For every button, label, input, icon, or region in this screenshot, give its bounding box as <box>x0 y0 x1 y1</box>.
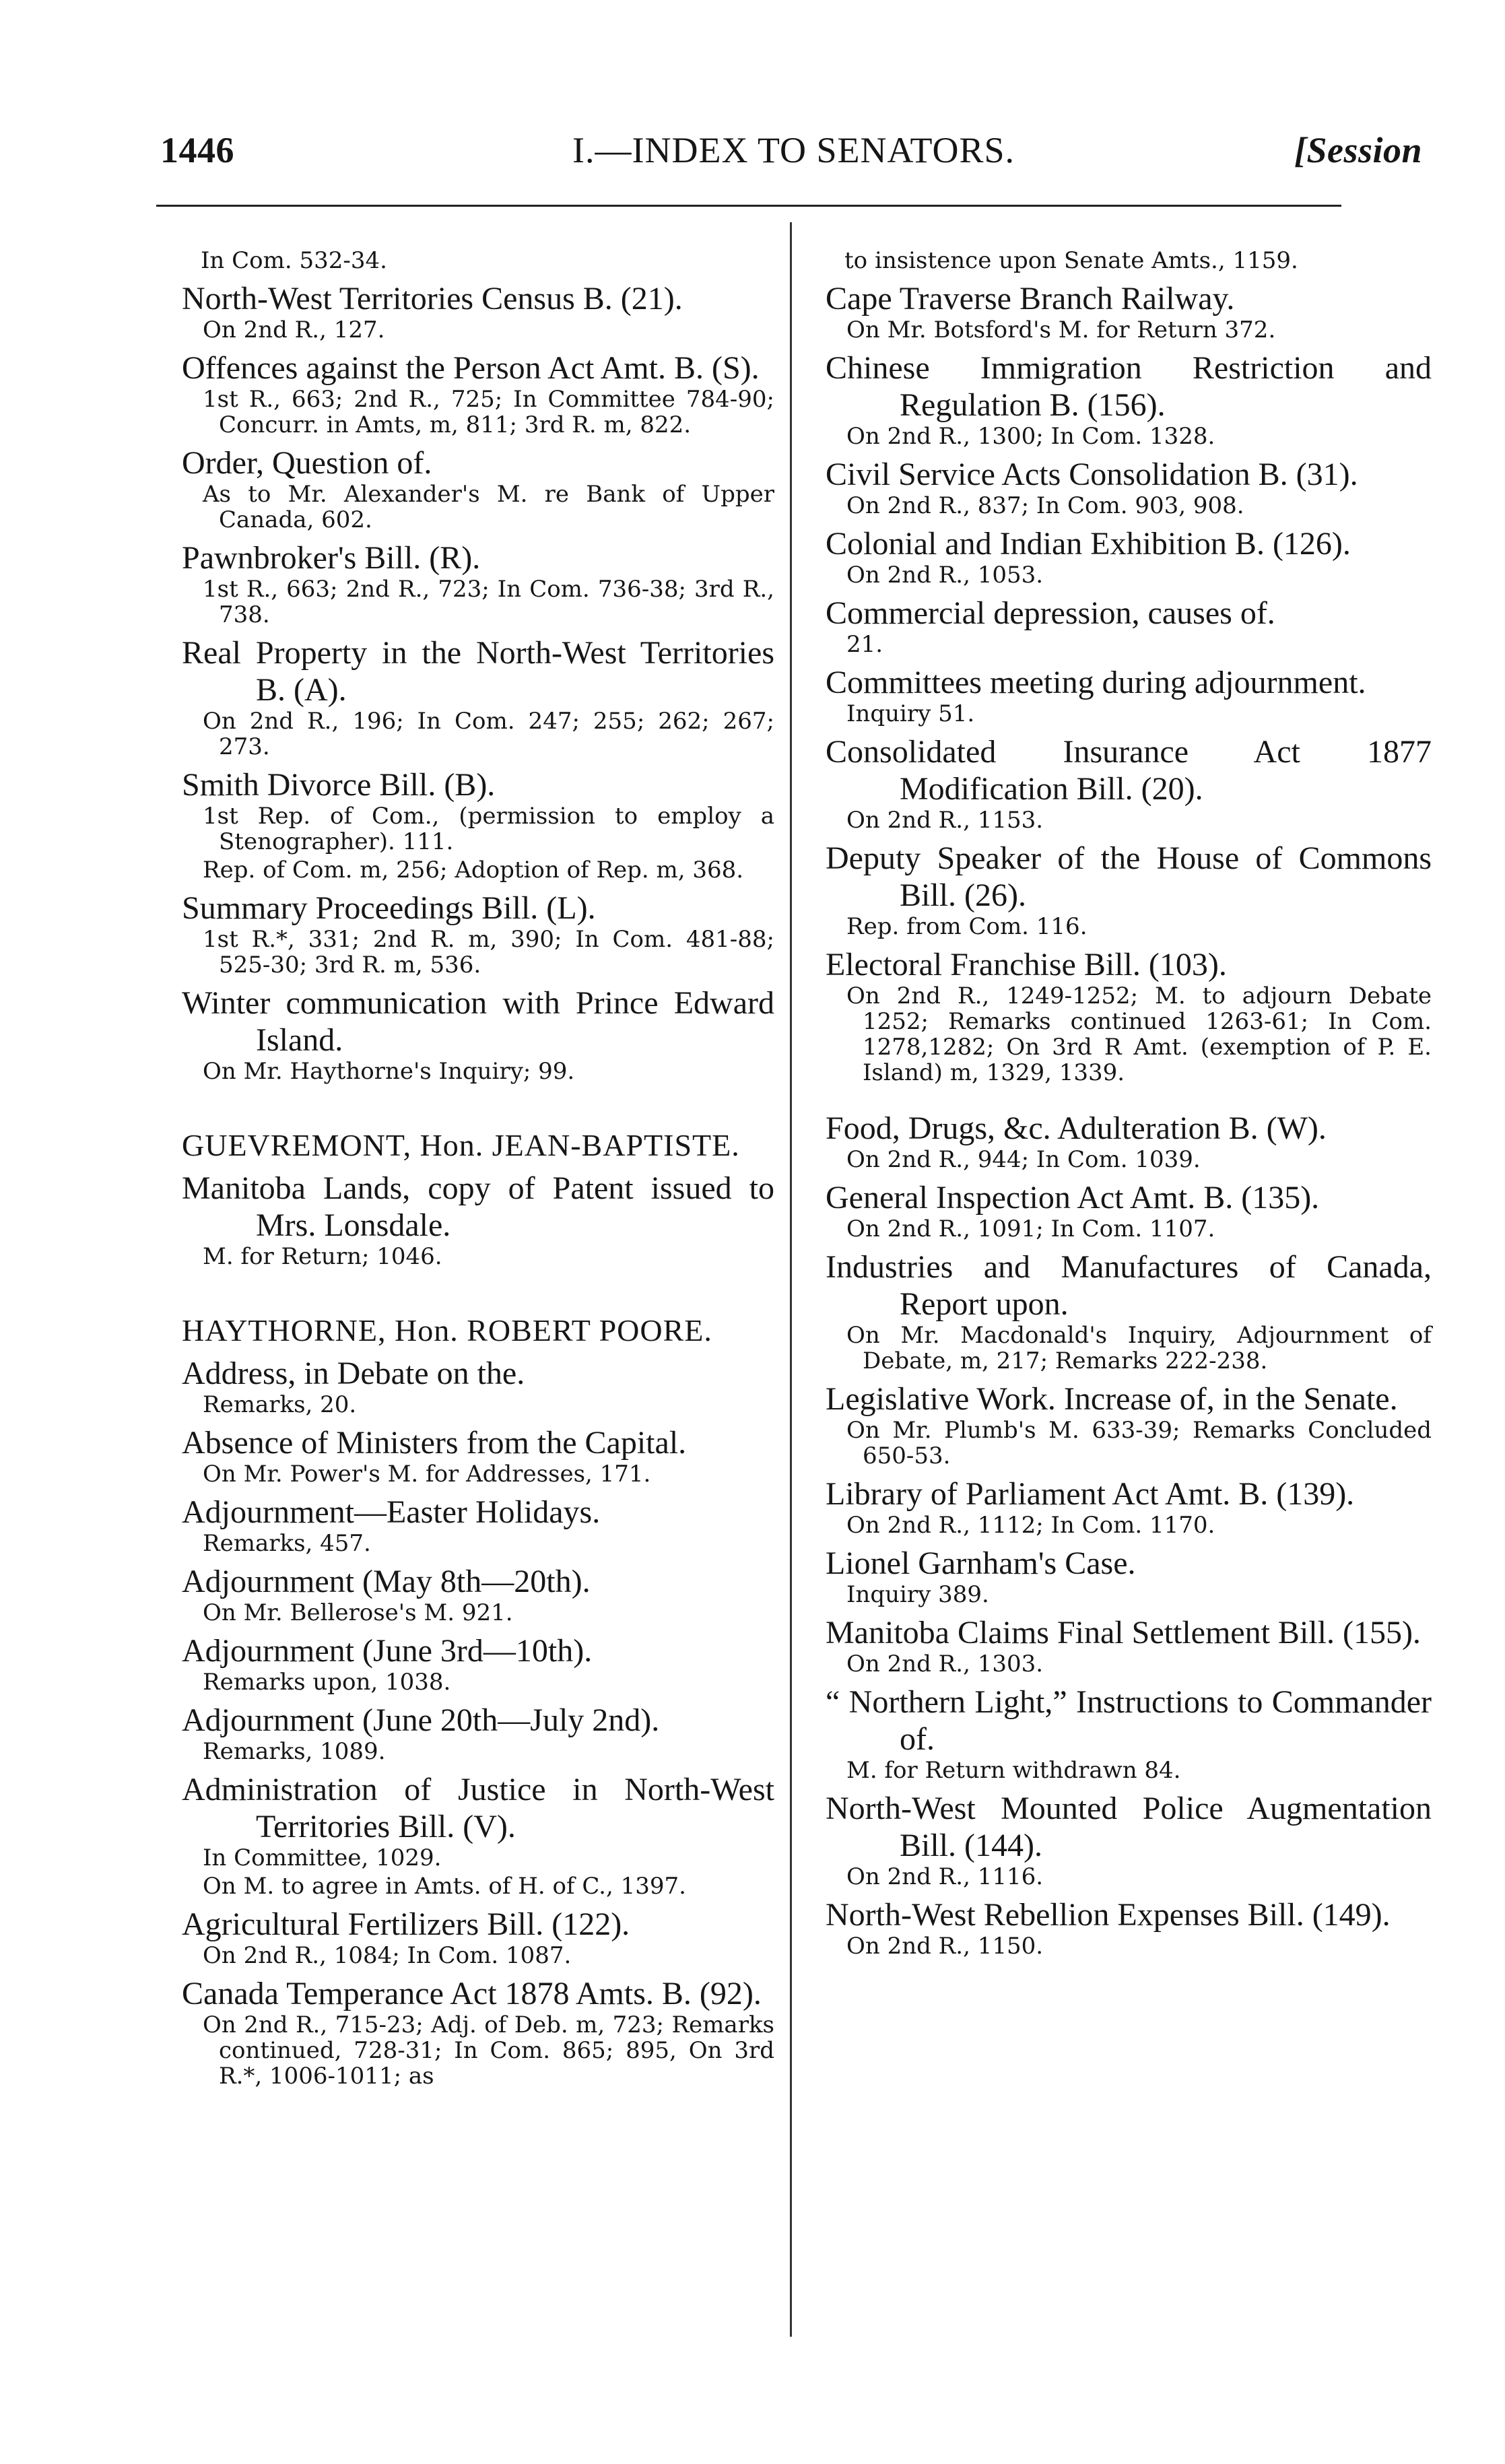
running-title: I.—INDEX TO SENATORS. <box>572 130 1015 170</box>
entry-note: On 2nd R., 1084; In Com. 1087. <box>203 1942 572 1969</box>
index-entry: Civil Service Acts Consolidation B. (31). <box>826 457 1358 492</box>
running-session: [Session <box>1294 130 1423 170</box>
entry-note: Remarks, 20. <box>203 1391 357 1418</box>
index-entry: Library of Parliament Act Amt. B. (139). <box>826 1476 1355 1512</box>
index-entry: Adjournment (June 20th—July 2nd). <box>182 1702 660 1738</box>
index-entry: Winter communication with Prince Edward Island. <box>182 985 774 1058</box>
continuation-note: to insistence upon Senate Amts., 1159. <box>844 247 1298 274</box>
index-entry: Lionel Garnham's Case. <box>826 1545 1136 1581</box>
entry-note: M. for Return; 1046. <box>203 1243 442 1270</box>
entry-note: 1st R.*, 331; 2nd R. m, 390; In Com. 481-88; 525-30; 3rd R. m, 536. <box>203 926 774 978</box>
index-entry: Food, Drugs, &c. Adulteration B. (W). <box>826 1110 1327 1146</box>
index-entry: Absence of Ministers from the Capital. <box>182 1425 687 1461</box>
index-entry: Administration of Justice in North-West Territories Bill. (V). <box>182 1772 774 1844</box>
right-column <box>826 248 1432 1962</box>
entry-note: On 2nd R., 1112; In Com. 1170. <box>846 1512 1215 1539</box>
index-entry: Summary Proceedings Bill. (L). <box>182 890 596 926</box>
index-entry: Consolidated Insurance Act 1877 Modification Bill. (20). <box>826 734 1432 807</box>
left-column <box>182 248 774 2092</box>
index-entry: North-West Territories Census B. (21). <box>182 281 683 317</box>
entry-note: Rep. of Com. m, 256; Adoption of Rep. m, 368. <box>203 857 744 884</box>
entry-note: On 2nd R., 1153. <box>846 807 1044 834</box>
index-entry: Adjournment (May 8th—20th). <box>182 1564 591 1599</box>
senator-heading: GUEVREMONT, Hon. JEAN-BAPTISTE. <box>182 1128 740 1162</box>
index-entry: Electoral Franchise Bill. (103). <box>826 947 1227 983</box>
index-entry: Offences against the Person Act Amt. B. (S). <box>182 350 760 386</box>
column-divider <box>790 222 792 2337</box>
index-entry: Chinese Immigration Restriction and Regulation B. (156). <box>826 350 1432 423</box>
index-entry: Canada Temperance Act 1878 Amts. B. (92). <box>182 1976 762 2011</box>
entry-note: On 2nd R., 127. <box>203 317 385 343</box>
index-entry: Adjournment (June 3rd—10th). <box>182 1633 593 1669</box>
entry-note: 21. <box>846 631 883 658</box>
entry-note: On Mr. Haythorne's Inquiry; 99. <box>203 1058 575 1085</box>
entry-note: On 2nd R., 1300; In Com. 1328. <box>846 423 1215 450</box>
index-entry: Industries and Manufactures of Canada, Report upon. <box>826 1249 1432 1322</box>
index-entry: Agricultural Fertilizers Bill. (122). <box>182 1906 630 1942</box>
entry-note: On Mr. Botsford's M. for Return 372. <box>846 317 1276 343</box>
index-entry: General Inspection Act Amt. B. (135). <box>826 1180 1320 1216</box>
entry-note: On 2nd R., 1091; In Com. 1107. <box>846 1216 1215 1242</box>
entry-note: On Mr. Plumb's M. 633-39; Remarks Concluded 650-53. <box>846 1417 1432 1469</box>
entry-note: Remarks, 1089. <box>203 1738 386 1765</box>
index-entry: North-West Mounted Police Augmentation Bill. (144). <box>826 1791 1432 1863</box>
index-entry: Legislative Work. Increase of, in the Senate. <box>826 1381 1398 1417</box>
entry-note: On 2nd R., 1150. <box>846 1933 1044 1960</box>
entry-note: Inquiry 51. <box>846 700 975 727</box>
entry-note: Remarks upon, 1038. <box>203 1669 451 1696</box>
index-entry: Real Property in the North-West Territories B. (A). <box>182 635 774 708</box>
index-entry: Address, in Debate on the. <box>182 1356 525 1391</box>
entry-note: On 2nd R., 715-23; Adj. of Deb. m, 723; Remarks continued, 728-31; In Com. 865; 895, On 3rd R.*, 1006-1011; as <box>203 2011 774 2090</box>
page-number: 1446 <box>160 130 234 170</box>
index-entry: North-West Rebellion Expenses Bill. (149). <box>826 1897 1391 1933</box>
index-entry: Colonial and Indian Exhibition B. (126). <box>826 526 1351 562</box>
index-entry: Manitoba Lands, copy of Patent issued to Mrs. Lonsdale. <box>182 1170 774 1243</box>
index-entry: Deputy Speaker of the House of Commons Bill. (26). <box>826 840 1432 913</box>
index-entry: Adjournment—Easter Holidays. <box>182 1494 601 1530</box>
entry-note: M. for Return withdrawn 84. <box>846 1757 1181 1784</box>
entry-note: On 2nd R., 1303. <box>846 1651 1044 1677</box>
entry-note: 1st Rep. of Com., (permission to employ a Stenographer). 111. <box>203 803 774 855</box>
header-rule <box>156 205 1341 207</box>
entry-note: 1st R., 663; 2nd R., 725; In Committee 784-90; Concurr. in Amts, m, 811; 3rd R. m, 822. <box>203 386 774 438</box>
entry-note: As to Mr. Alexander's M. re Bank of Upper Canada, 602. <box>203 481 774 533</box>
entry-note: On Mr. Macdonald's Inquiry, Adjournment of Debate, m, 217; Remarks 222-238. <box>846 1322 1432 1374</box>
entry-note: 1st R., 663; 2nd R., 723; In Com. 736-38; 3rd R., 738. <box>203 576 774 628</box>
entry-note: On 2nd R., 944; In Com. 1039. <box>846 1146 1201 1173</box>
continuation-note: In Com. 532-34. <box>201 247 387 274</box>
index-entry: Committees meeting during adjournment. <box>826 665 1366 700</box>
index-entry: Pawnbroker's Bill. (R). <box>182 540 481 576</box>
entry-note: On Mr. Power's M. for Addresses, 171. <box>203 1461 651 1488</box>
entry-note: On 2nd R., 1116. <box>846 1863 1044 1890</box>
senator-heading: HAYTHORNE, Hon. ROBERT POORE. <box>182 1313 712 1347</box>
entry-note: On Mr. Bellerose's M. 921. <box>203 1599 513 1626</box>
entry-note: Rep. from Com. 116. <box>846 913 1088 940</box>
entry-note: On 2nd R., 196; In Com. 247; 255; 262; 267; 273. <box>203 708 774 760</box>
index-entry: Cape Traverse Branch Railway. <box>826 281 1235 317</box>
index-entry: Smith Divorce Bill. (B). <box>182 767 496 803</box>
index-entry: “ Northern Light,” Instructions to Commander of. <box>826 1684 1432 1757</box>
index-entry: Order, Question of. <box>182 445 432 481</box>
entry-note: On M. to agree in Amts. of H. of C., 1397. <box>203 1873 686 1900</box>
entry-note: On 2nd R., 1053. <box>846 562 1044 589</box>
entry-note: On 2nd R., 1249-1252; M. to adjourn Debate 1252; Remarks continued 1263-61; In Com. 1278,1282; On 3rd R Amt. (exemption of P. E. Island) m, 1329, 1339. <box>846 983 1432 1086</box>
index-entry: Manitoba Claims Final Settlement Bill. (155). <box>826 1615 1421 1651</box>
entry-note: Inquiry 389. <box>846 1581 989 1608</box>
entry-note: On 2nd R., 837; In Com. 903, 908. <box>846 492 1244 519</box>
entry-note: In Committee, 1029. <box>203 1844 442 1871</box>
entry-note: Remarks, 457. <box>203 1530 371 1557</box>
index-entry: Commercial depression, causes of. <box>826 595 1275 631</box>
